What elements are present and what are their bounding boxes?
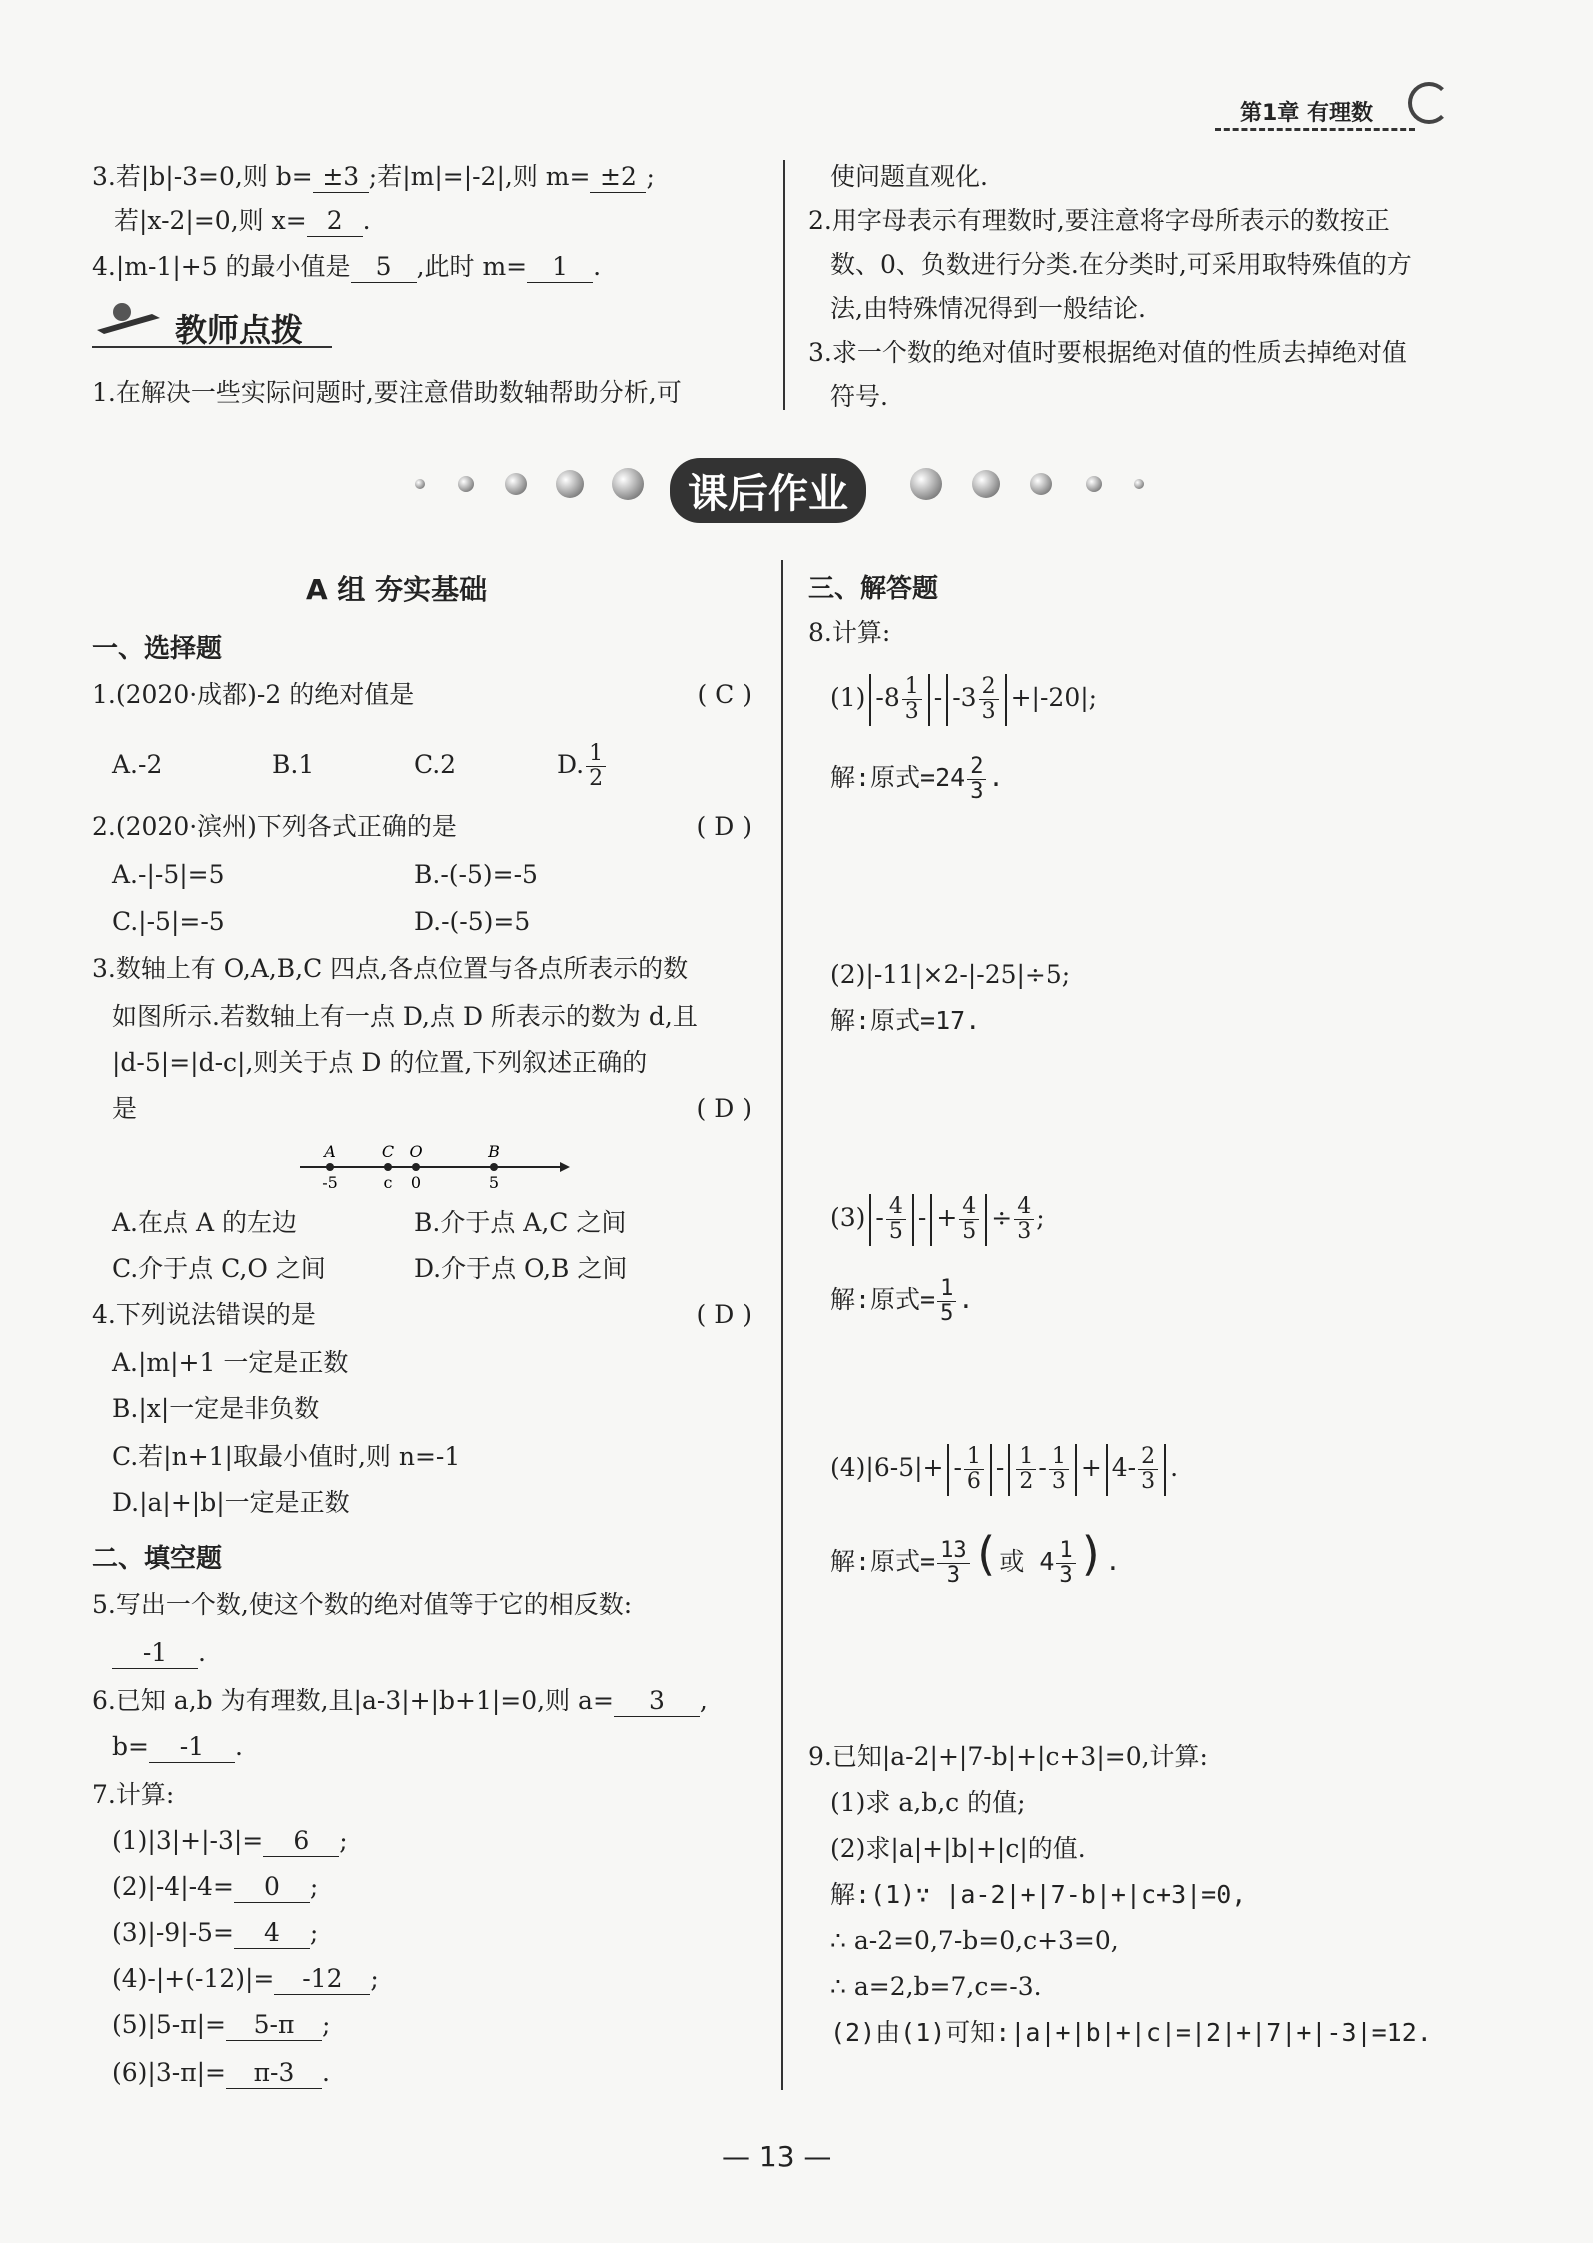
number-line-label: O [409,1142,423,1161]
banner-title: 课后作业 [670,458,866,523]
q3-option-c: C.介于点 C,O 之间 [112,1254,326,1283]
number-line-point [384,1163,392,1171]
number-line-point [412,1163,420,1171]
number-line-label: B [488,1142,500,1161]
answer-paren: ( C ) [697,680,752,709]
q9-line3: (2)求|a|+|b|+|c|的值. [830,1834,1086,1863]
q8-part2-solution: 解:原式=17. [830,1006,981,1035]
answer-blank: ±3 [313,162,369,193]
tip-title: 教师点拨 [175,311,304,349]
q9-solution-1: 解:(1)∵ |a-2|+|7-b|+|c+3|=0, [830,1880,1247,1909]
number-line-label: C [381,1142,395,1161]
q2-option-a: A.-|-5|=5 [112,860,225,889]
banner-dot [556,470,584,498]
page-number: — 13 — [722,2140,832,2173]
q9-solution-3: ∴ a=2,b=7,c=-3. [830,1972,1042,2001]
banner-dot [505,473,527,495]
q1-options: A.-2 B.1 C.2 D. $\frac{1}{2}$ [112,742,608,791]
q8-part3-solution: 解:原式= $\frac{1}{5}$ . [830,1275,974,1326]
top-q3-line1: 3.若|b|-3=0,则 b= ±3 ;若|m|=|-2|,则 m= ±2 ; [92,162,655,191]
q3-option-b: B.介于点 A,C 之间 [414,1208,627,1237]
section-fill: 二、填空题 [92,1544,223,1574]
q2-option-b: B.-(-5)=-5 [414,860,538,889]
q3-line2: 如图所示.若数轴上有一点 D,点 D 所表示的数为 d,且 [112,1002,698,1031]
q6-line1: 6.已知 a,b 为有理数,且|a-3|+|b+1|=0,则 a= 3 , [92,1686,708,1715]
q4-option-b: B.|x|一定是非负数 [112,1394,320,1423]
q8-part4-solution: 解:原式= $\frac{13}{3}$ (或 4 $\frac{1}{3}$ ). [830,1527,1121,1588]
q2: 2.(2020·滨州)下列各式正确的是 ( D ) [92,810,752,844]
q7-item: (1)|3|+|-3|= 6 ; [112,1826,348,1855]
q3-option-a: A.在点 A 的左边 [112,1208,297,1237]
teacher-icon [92,300,162,336]
banner-dot [1086,476,1102,492]
top-q3-line2: 若|x-2|=0,则 x= 2 . [114,206,371,235]
section-solve: 三、解答题 [808,574,939,604]
answer-paren: ( D ) [696,1094,752,1123]
banner-dot [910,468,942,500]
tip-right-1: 使问题直观化. [830,162,988,191]
q4-option-d: D.|a|+|b|一定是正数 [112,1488,350,1517]
q8-part3: (3) - $\frac{4}{5}$ - + $\frac{4}{5}$ ÷ $\frac{4}{3}$ ; [830,1194,1045,1244]
header-underline [1215,128,1415,131]
banner-dot [1134,479,1144,489]
group-title: A 组 夯实基础 [306,573,488,606]
q1: 1.(2020·成都)-2 的绝对值是 ( C ) [92,678,752,712]
chapter-logo-icon [1408,82,1450,124]
banner-dot [612,468,644,500]
q7-item: (3)|-9|-5= 4 ; [112,1918,319,1947]
q8: 8.计算: [808,618,891,647]
main-column-divider [781,560,783,2090]
answer-blank: 5 [351,252,417,283]
number-line-value: 5 [488,1173,500,1192]
answer-paren: ( D ) [696,1300,752,1329]
q6-line2: b= -1 . [112,1732,243,1761]
number-line-point [326,1163,334,1171]
tip-right-4: 法,由特殊情况得到一般结论. [830,294,1146,323]
answer-blank: ±2 [590,162,646,193]
q8-part1: (1) -8 $\frac{1}{3}$ - -3 $\frac{2}{3}$ +|-20|; [830,674,1098,724]
banner-dot [972,470,1000,498]
q9-solution-4: (2)由(1)可知:|a|+|b|+|c|=|2|+|7|+|-3|=12. [830,2018,1432,2047]
tip-right-6: 符号. [830,382,888,411]
q7-item: (4)-|+(-12)|= -12 ; [112,1964,379,1993]
banner-dot [1030,473,1052,495]
q9-solution-2: ∴ a-2=0,7-b=0,c+3=0, [830,1926,1119,1955]
q7-item: (5)|5-π|= 5-π ; [112,2010,331,2039]
answer-blank: -1 [149,1732,235,1763]
number-line-value: 0 [410,1173,422,1192]
q8-part2: (2)|-11|×2-|-25|÷5; [830,960,1071,989]
q7-item: (6)|3-π|= π-3 . [112,2058,330,2087]
answer-blank: 1 [527,252,593,283]
tip-right-5: 3.求一个数的绝对值时要根据绝对值的性质去掉绝对值 [808,338,1407,367]
number-line-value: c [383,1173,393,1192]
q9-line2: (1)求 a,b,c 的值; [830,1788,1026,1817]
q2-option-c: C.|-5|=-5 [112,907,225,936]
number-line [290,1140,570,1196]
banner-dot [415,479,425,489]
q8-part4: (4)|6-5|+ - $\frac{1}{6}$ - $\frac{1}{2}$ - $\frac{1}{3}$ + 4- $\frac{2}{3}$ . [830,1444,1179,1494]
q4-option-a: A.|m|+1 一定是正数 [112,1348,349,1377]
tip-right-2: 2.用字母表示有理数时,要注意将字母所表示的数按正 [808,206,1390,235]
q2-option-d: D.-(-5)=5 [414,907,531,936]
q7: 7.计算: [92,1780,175,1809]
q4-option-c: C.若|n+1|取最小值时,则 n=-1 [112,1442,461,1471]
answer-blank: 3 [614,1686,700,1717]
tip-underline [92,346,332,348]
q8-part1-solution: 解:原式=24 $\frac{2}{3}$ . [830,753,1004,804]
number-line-point [490,1163,498,1171]
q3-line4: 是 ( D ) [112,1092,752,1126]
tip-right-3: 数、0、负数进行分类.在分类时,可采用取特殊值的方 [830,250,1412,279]
q3-line1: 3.数轴上有 O,A,B,C 四点,各点位置与各点所表示的数 [92,954,689,983]
top-q4: 4.|m-1|+5 的最小值是 5 ,此时 m= 1 . [92,252,602,281]
answer-paren: ( D ) [696,812,752,841]
q7-item: (2)|-4|-4= 0 ; [112,1872,319,1901]
number-line-value: -5 [322,1173,338,1192]
banner-dot [458,476,474,492]
top-column-divider [783,160,785,410]
q3-option-d: D.介于点 O,B 之间 [414,1254,628,1283]
number-line-label: A [324,1142,336,1161]
answer-blank: -1 [112,1638,198,1669]
q3-line3: |d-5|=|d-c|,则关于点 D 的位置,下列叙述正确的 [112,1048,648,1077]
q5-answer-line: -1 . [112,1636,206,1670]
q5: 5.写出一个数,使这个数的绝对值等于它的相反数: [92,1590,633,1619]
tip-1: 1.在解决一些实际问题时,要注意借助数轴帮助分析,可 [92,378,682,407]
answer-blank: 2 [307,206,363,237]
q4: 4.下列说法错误的是 ( D ) [92,1298,752,1332]
section-choice: 一、选择题 [92,634,223,664]
q9-line1: 9.已知|a-2|+|7-b|+|c+3|=0,计算: [808,1742,1208,1771]
chapter-header: 第1章 有理数 [1240,101,1373,126]
